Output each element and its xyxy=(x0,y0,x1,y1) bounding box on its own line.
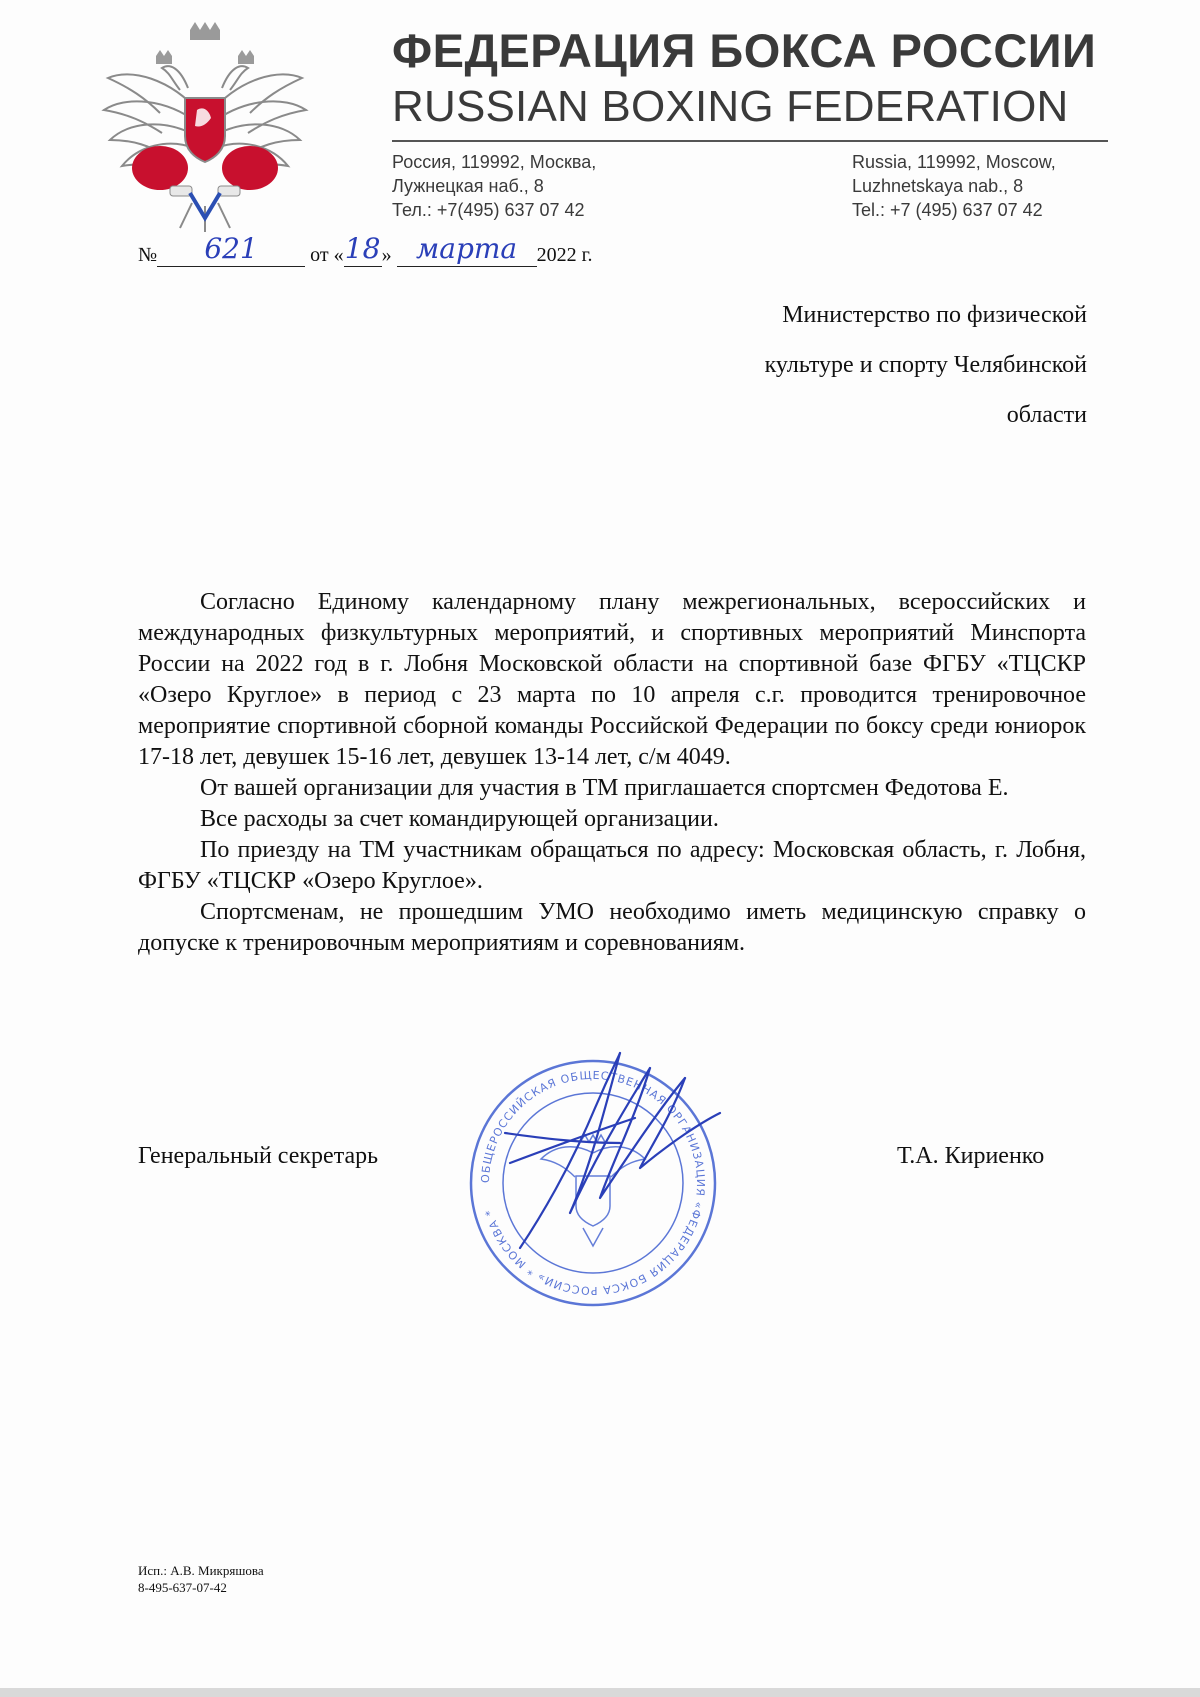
address-ru-line: Россия, 119992, Москва, xyxy=(392,152,597,172)
header-divider xyxy=(392,140,1108,142)
address-ru-line: Лужнецкая наб., 8 xyxy=(392,176,544,196)
letter-body xyxy=(138,587,1086,959)
number-label: № xyxy=(138,244,158,266)
address-ru-line: Тел.: +7(495) 637 07 42 xyxy=(392,200,585,220)
addressee-block xyxy=(567,290,1087,440)
eagle-emblem-icon xyxy=(100,18,310,240)
number-field xyxy=(157,232,305,267)
address-en-line: Luzhnetskaya nab., 8 xyxy=(852,176,1024,196)
address-ru xyxy=(392,150,596,222)
executor-name: Исп.: А.В. Микряшова xyxy=(138,1563,264,1578)
number-value: 621 xyxy=(204,232,258,265)
month-value: марта xyxy=(416,232,518,265)
addressee-line: Министерство по физической xyxy=(782,302,1087,328)
body-paragraph: Спортсменам, не прошедшим УМО необходимо иметь медицинскую справку о допуске к тренировочным мероприятиям и соревнованиям. xyxy=(138,899,1086,956)
body-paragraph: Согласно Единому календарному плану межрегиональных, всероссийских и международных физкультурных мероприятий, и спортивных мероприятий Минспорта России на 2022 год в г. Лобня Московской области на спортивной базе ФГБУ «ТЦСКР «Озеро Круглое» в период с 23 марта по 10 апреля с.г. проводится тренировочное мероприятие спортивной сборной команды Российской Федерации по боксу среди юниорок 17-18 лет, девушек 15-16 лет, девушек 13-14 лет, с/м 4049. xyxy=(138,589,1086,770)
address-en xyxy=(852,150,1056,222)
from-label: от « xyxy=(310,244,344,266)
signatory-title: Генеральный секретарь xyxy=(138,1143,379,1169)
handwritten-signature-icon xyxy=(500,1048,725,1253)
address-en-line: Tel.: +7 (495) 637 07 42 xyxy=(852,200,1043,220)
page-bottom-edge xyxy=(0,1688,1200,1697)
body-paragraph: По приезду на ТМ участникам обращаться по адресу: Московская область, г. Лобня, ФГБУ «ТЦСКР «Озеро Круглое». xyxy=(138,837,1086,894)
day-value: 18 xyxy=(344,232,381,265)
org-title-ru: ФЕДЕРАЦИЯ БОКСА РОССИИ xyxy=(392,24,1097,77)
executor-info xyxy=(138,1562,264,1596)
body-paragraph: От вашей организации для участия в ТМ приглашается спортсмен Федотова Е. xyxy=(200,775,1009,801)
quote-close: » xyxy=(381,244,392,266)
executor-phone: 8-495-637-07-42 xyxy=(138,1580,227,1595)
body-paragraph: Все расходы за счет командирующей организации. xyxy=(200,806,719,832)
addressee-line: области xyxy=(1006,402,1087,428)
signatory-name: Т.А. Кириенко xyxy=(897,1143,1045,1169)
month-field xyxy=(397,232,537,267)
address-en-line: Russia, 119992, Moscow, xyxy=(852,152,1056,172)
year-label: 2022 г. xyxy=(536,244,593,266)
org-title-en: RUSSIAN BOXING FEDERATION xyxy=(392,82,1069,131)
day-field xyxy=(344,232,382,267)
registration-line xyxy=(138,232,593,267)
stamp-text: ОБЩЕРОССИЙСКАЯ ОБЩЕСТВЕННАЯ ОРГАНИЗАЦИЯ «ФЕДЕРАЦИЯ БОКСА РОССИИ» * МОСКВА * xyxy=(478,1068,708,1298)
addressee-line: культуре и спорту Челябинской xyxy=(764,352,1087,378)
